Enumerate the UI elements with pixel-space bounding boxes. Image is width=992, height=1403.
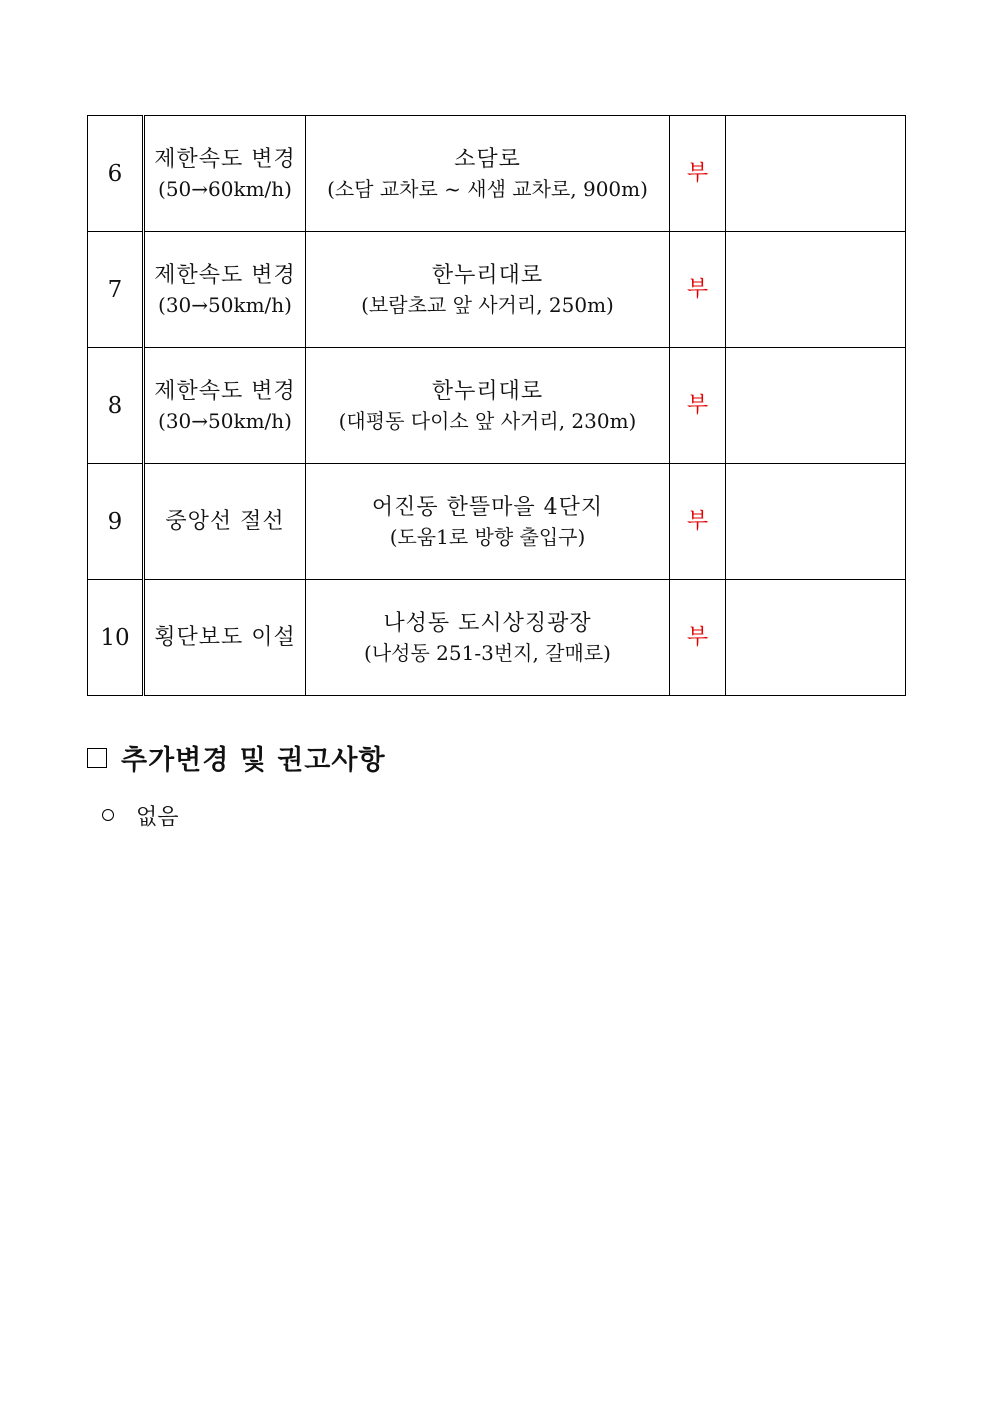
location-detail: (나성동 251-3번지, 갈매로) xyxy=(364,640,611,665)
change-detail: (30→50km/h) xyxy=(158,408,292,433)
location-name: 어진동 한뜰마을 4단지 xyxy=(371,494,604,520)
status-cell: 부 xyxy=(670,232,726,348)
location-cell xyxy=(306,464,670,580)
checkbox-square-icon xyxy=(87,748,107,768)
circle-bullet-icon xyxy=(102,809,114,821)
location-detail: (소담 교차로 ~ 새샘 교차로, 900m) xyxy=(327,176,648,201)
change-type: 제한속도 변경 xyxy=(154,262,296,288)
table-row xyxy=(88,116,906,232)
location-cell xyxy=(306,580,670,696)
location-cell xyxy=(306,232,670,348)
change-type-cell xyxy=(144,116,306,232)
change-type-cell xyxy=(144,348,306,464)
row-number: 6 xyxy=(88,116,144,232)
change-type-cell xyxy=(144,464,306,580)
table-row xyxy=(88,464,906,580)
location-name: 한누리대로 xyxy=(431,262,544,288)
change-type-cell xyxy=(144,580,306,696)
status-cell: 부 xyxy=(670,464,726,580)
change-detail: (50→60km/h) xyxy=(158,176,292,201)
bullet-item xyxy=(102,800,179,831)
row-number: 10 xyxy=(88,580,144,696)
location-detail: (도움1로 방향 출입구) xyxy=(389,524,586,549)
change-type: 중앙선 절선 xyxy=(165,508,285,534)
row-number: 7 xyxy=(88,232,144,348)
change-type: 횡단보도 이설 xyxy=(154,624,296,650)
location-name: 한누리대로 xyxy=(431,378,544,404)
bullet-text: 없음 xyxy=(136,805,179,830)
change-type-cell xyxy=(144,232,306,348)
note-cell xyxy=(726,348,906,464)
location-cell xyxy=(306,348,670,464)
location-cell xyxy=(306,116,670,232)
note-cell xyxy=(726,464,906,580)
status-cell: 부 xyxy=(670,580,726,696)
note-cell xyxy=(726,580,906,696)
location-name: 나성동 도시상징광장 xyxy=(383,610,592,636)
location-detail: (보람초교 앞 사거리, 250m) xyxy=(361,292,614,317)
status-cell: 부 xyxy=(670,116,726,232)
table-row xyxy=(88,232,906,348)
location-detail: (대평동 다이소 앞 사거리, 230m) xyxy=(338,408,637,433)
table-row xyxy=(88,580,906,696)
section-heading-text: 추가변경 및 권고사항 xyxy=(121,745,386,776)
items-table xyxy=(87,115,906,696)
row-number: 9 xyxy=(88,464,144,580)
table-row xyxy=(88,348,906,464)
row-number: 8 xyxy=(88,348,144,464)
status-cell: 부 xyxy=(670,348,726,464)
section-heading xyxy=(87,738,386,777)
change-type: 제한속도 변경 xyxy=(154,378,296,404)
change-type: 제한속도 변경 xyxy=(154,146,296,172)
note-cell xyxy=(726,232,906,348)
change-detail: (30→50km/h) xyxy=(158,292,292,317)
note-cell xyxy=(726,116,906,232)
location-name: 소담로 xyxy=(454,146,521,172)
